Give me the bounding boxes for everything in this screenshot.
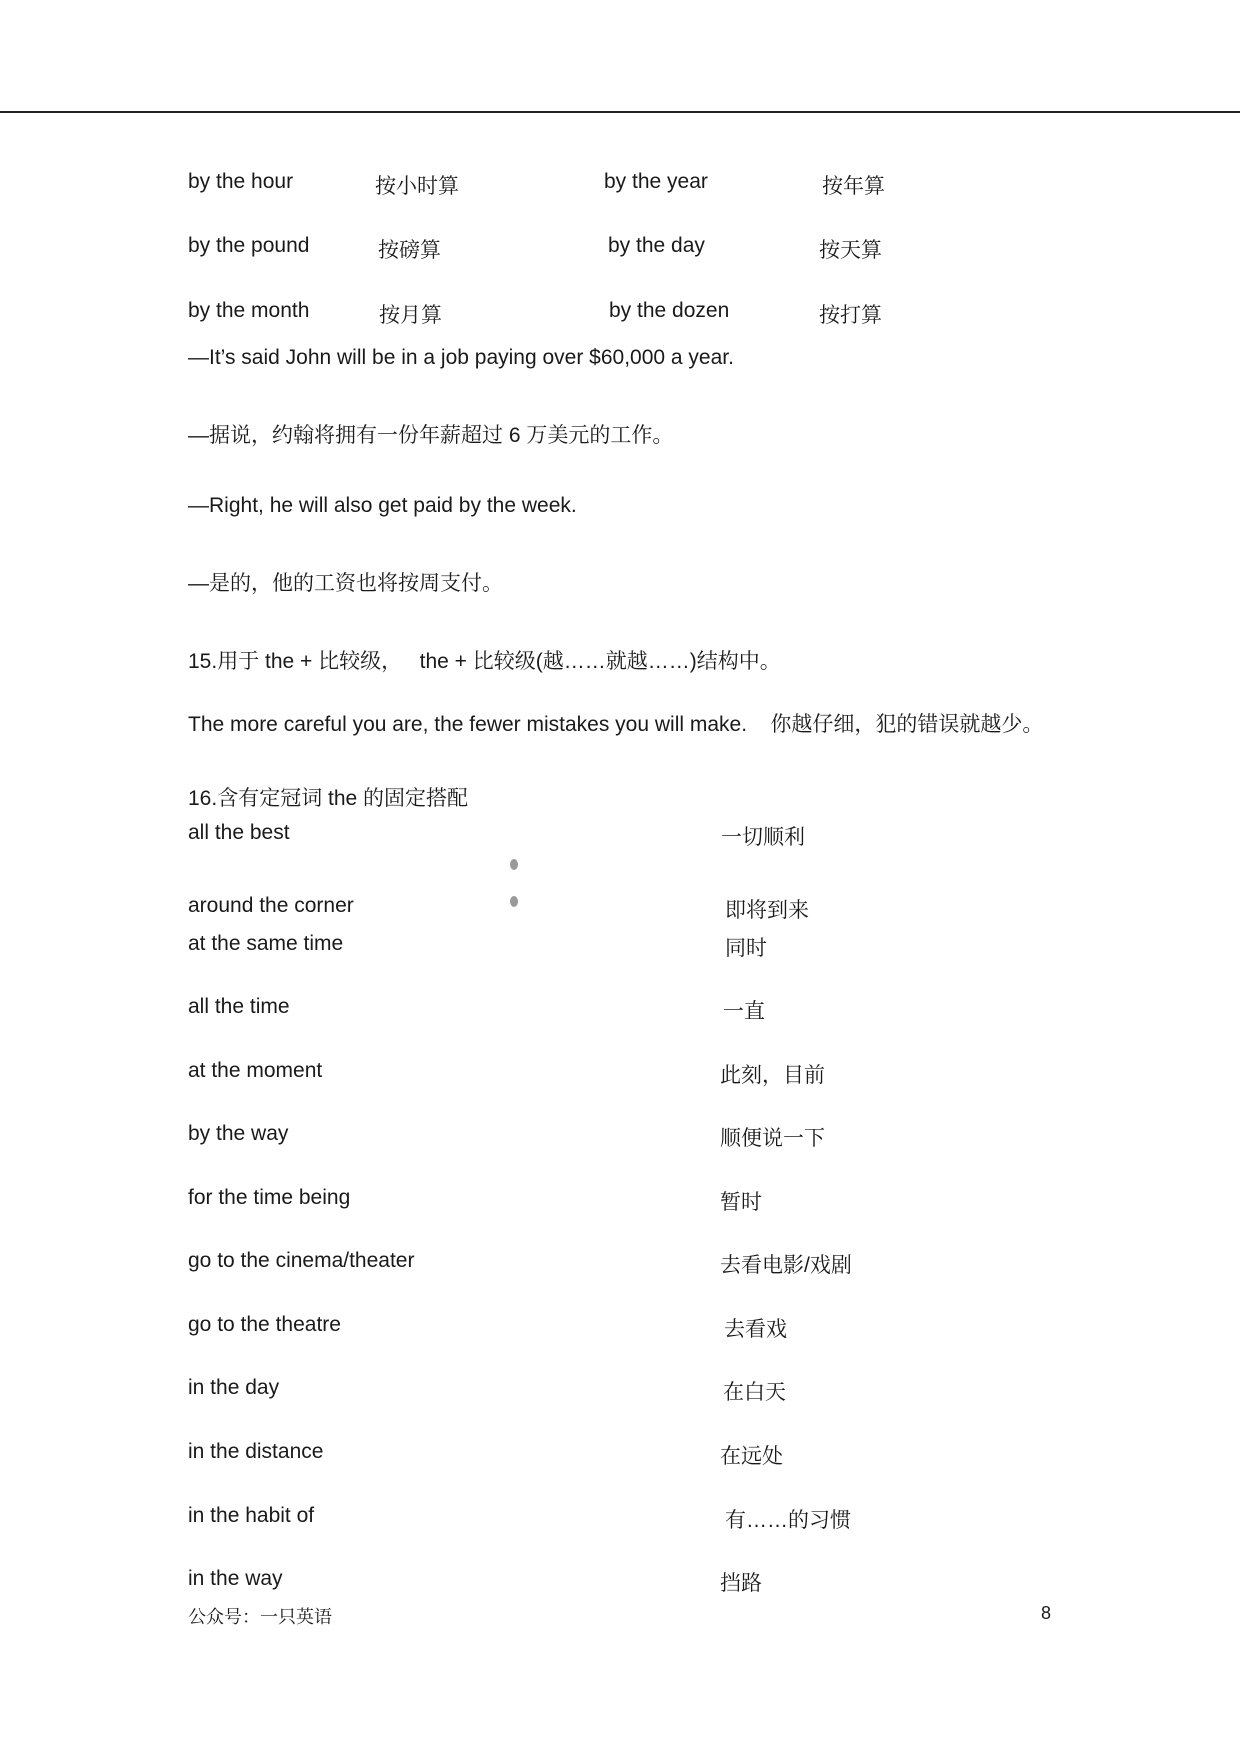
- page-number: 8: [1041, 1603, 1052, 1623]
- phrase-zh-3: 同时: [725, 937, 767, 960]
- by-row-3-en2: by the dozen: [609, 299, 730, 322]
- phrase-en-13: in the way: [188, 1567, 283, 1590]
- phrase-zh-5: 此刻，目前: [720, 1064, 825, 1087]
- phrase-en-11: in the distance: [188, 1440, 324, 1463]
- section-15-example: The more careful you are, the fewer mistakes you will make. 你越仔细，犯的错误就越少。: [188, 713, 1044, 736]
- phrase-en-10: in the day: [188, 1376, 280, 1399]
- phrase-en-1: all the best: [188, 821, 290, 844]
- dialogue-line-4: —是的，他的工资也将按周支付。: [188, 572, 503, 595]
- phrase-en-7: for the time being: [188, 1186, 351, 1209]
- phrase-zh-2: 即将到来: [725, 899, 809, 922]
- section-16-heading: 16.含有定冠词 the 的固定搭配: [188, 787, 469, 810]
- phrase-en-12: in the habit of: [188, 1504, 315, 1527]
- phrase-en-4: all the time: [188, 995, 290, 1018]
- phrase-zh-8: 去看电影/戏剧: [720, 1254, 852, 1277]
- phrase-zh-13: 挡路: [720, 1572, 762, 1595]
- phrase-en-6: by the way: [188, 1122, 289, 1145]
- by-row-1-zh2: 按年算: [822, 175, 885, 198]
- phrase-en-9: go to the theatre: [188, 1313, 341, 1336]
- phrase-zh-12: 有……的习惯: [725, 1509, 851, 1532]
- phrase-zh-11: 在远处: [720, 1445, 783, 1468]
- phrase-en-5: at the moment: [188, 1059, 323, 1082]
- phrase-en-2: around the corner: [188, 894, 354, 917]
- by-row-1-en1: by the hour: [188, 170, 294, 193]
- section-15-heading: 15.用于 the + 比较级， the + 比较级(越……就越……)结构中。: [188, 650, 781, 673]
- by-row-2-en1: by the pound: [188, 234, 310, 257]
- footer-source: 公众号：一只英语: [188, 1607, 332, 1627]
- phrase-en-3: at the same time: [188, 932, 344, 955]
- scan-mark: [510, 859, 518, 870]
- header-rule: [0, 111, 1240, 113]
- phrase-zh-7: 暂时: [720, 1191, 762, 1214]
- phrase-en-8: go to the cinema/theater: [188, 1249, 415, 1272]
- by-row-2-en2: by the day: [608, 234, 705, 257]
- phrase-zh-9: 去看戏: [724, 1318, 787, 1341]
- by-row-1-zh1: 按小时算: [375, 175, 459, 198]
- by-row-1-en2: by the year: [604, 170, 708, 193]
- phrase-zh-6: 顺便说一下: [720, 1127, 825, 1150]
- phrase-zh-1: 一切顺利: [721, 826, 805, 849]
- by-row-3-zh1: 按月算: [379, 304, 442, 327]
- by-row-3-zh2: 按打算: [819, 304, 882, 327]
- phrase-zh-10: 在白天: [723, 1381, 786, 1404]
- dialogue-line-3: —Right, he will also get paid by the week.: [188, 494, 577, 517]
- scan-mark: [510, 896, 518, 907]
- dialogue-line-1: —It’s said John will be in a job paying over $60,000 a year.: [188, 346, 734, 369]
- by-row-2-zh1: 按磅算: [378, 239, 441, 262]
- by-row-2-zh2: 按天算: [819, 239, 882, 262]
- dialogue-line-2: —据说，约翰将拥有一份年薪超过 6 万美元的工作。: [188, 424, 674, 447]
- phrase-zh-4: 一直: [723, 1000, 765, 1023]
- by-row-3-en1: by the month: [188, 299, 310, 322]
